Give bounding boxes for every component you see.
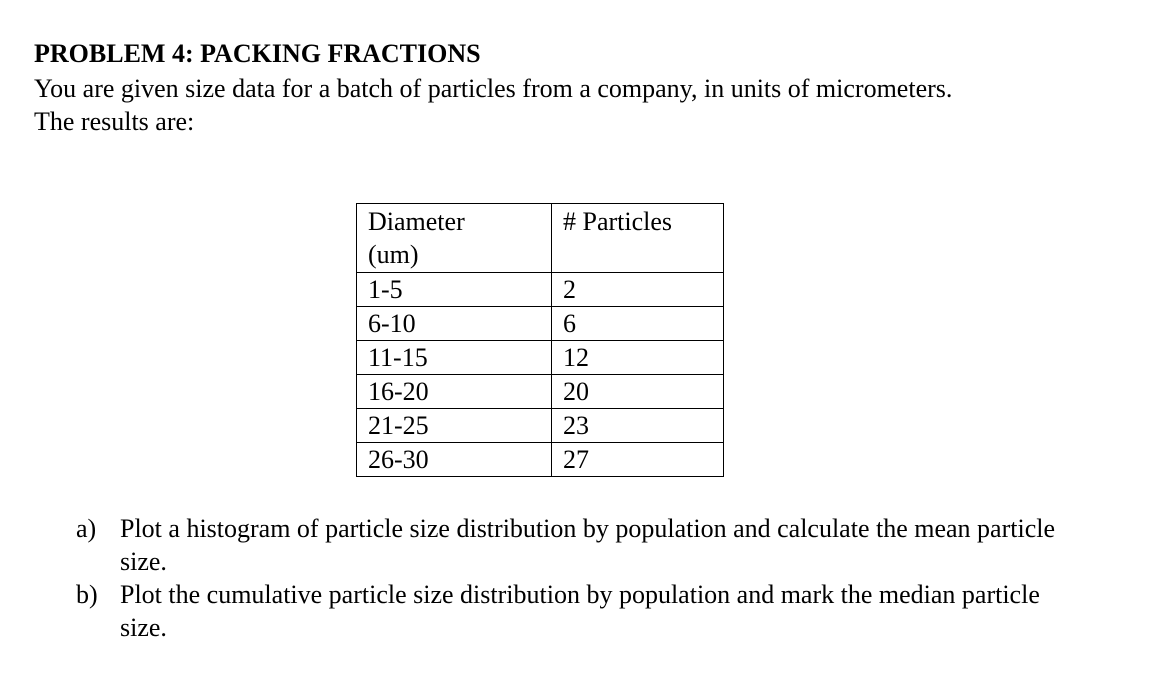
question-item [76,578,1086,644]
diameter-cell: 11-15 [357,341,552,375]
header-particles: # Particles [552,204,724,273]
count-cell: 20 [552,375,724,409]
question-text: Plot a histogram of particle size distribution by population and calculate the mean particle size. [120,514,1055,576]
diameter-cell: 16-20 [357,375,552,409]
table-row [357,409,724,443]
count-cell: 6 [552,307,724,341]
intro-line: You are given size data for a batch of particles from a company, in units of micrometers. [34,74,953,103]
question-item [76,512,1086,578]
question-label: a) [76,514,97,543]
table-row [357,443,724,477]
count-cell: 12 [552,341,724,375]
question-list [76,512,1086,644]
diameter-cell: 21-25 [357,409,552,443]
problem-title: PROBLEM 4: PACKING FRACTIONS [34,39,481,68]
diameter-cell: 1-5 [357,273,552,307]
count-cell: 2 [552,273,724,307]
intro-line: The results are: [34,107,195,136]
table-row [357,273,724,307]
table-row [357,375,724,409]
diameter-cell: 26-30 [357,443,552,477]
count-cell: 27 [552,443,724,477]
particle-size-table [356,203,724,477]
question-text: Plot the cumulative particle size distribution by population and mark the median particle size. [120,580,1040,642]
table-row [357,307,724,341]
diameter-cell: 6-10 [357,307,552,341]
table-row [357,341,724,375]
header-diameter: Diameter (um) [357,204,552,273]
question-label: b) [76,580,98,609]
count-cell: 23 [552,409,724,443]
table-header-row [357,204,724,273]
problem-intro [34,72,952,138]
